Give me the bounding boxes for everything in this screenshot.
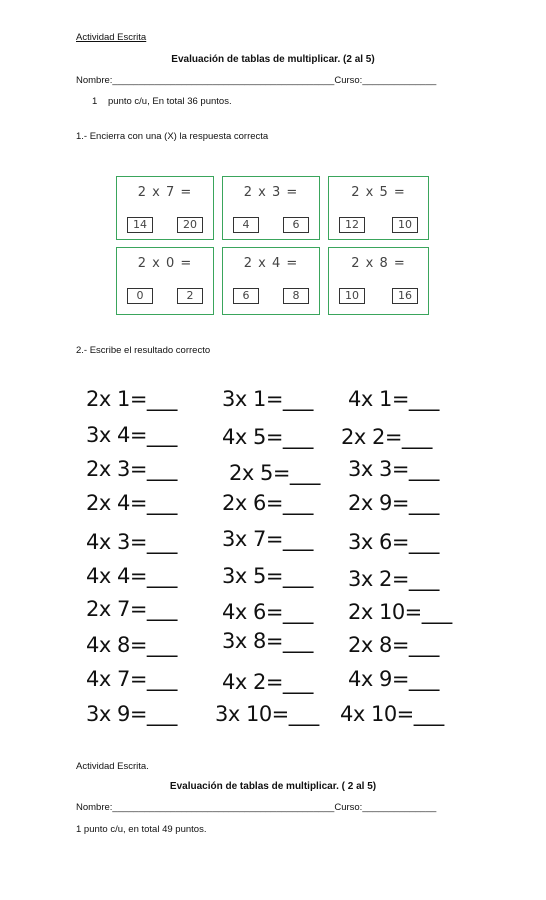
answer-option[interactable]: 0 [127, 288, 153, 304]
equation: 4x 1=___ [348, 387, 439, 411]
equation: 2x 6=___ [222, 491, 313, 515]
equation: 4x 8=___ [86, 633, 177, 657]
equation: 4x 5=___ [222, 425, 313, 449]
equation: 3x 10=___ [215, 702, 319, 726]
answer-option[interactable]: 12 [339, 217, 365, 233]
equation: 3x 8=___ [222, 629, 313, 653]
answer-option[interactable]: 10 [392, 217, 418, 233]
answer-option[interactable]: 6 [233, 288, 259, 304]
answer-option[interactable]: 16 [392, 288, 418, 304]
equation: 2x 3=___ [86, 457, 177, 481]
card-question: 2 x 5 = [351, 185, 406, 200]
equation: 2x 9=___ [348, 491, 439, 515]
page-title-2: Evaluación de tablas de multiplicar. ( 2 al 5) [169, 781, 377, 792]
activity-label: Actividad Escrita [76, 32, 147, 43]
equation: 2x 5=___ [229, 461, 320, 485]
answer-option[interactable]: 4 [233, 217, 259, 233]
equation: 4x 10=___ [340, 702, 444, 726]
activity-label-2: Actividad Escrita. [76, 761, 149, 772]
card [116, 247, 214, 315]
equation: 3x 3=___ [348, 457, 439, 481]
equation: 3x 4=___ [86, 423, 177, 447]
points-number: 1 [92, 96, 98, 107]
equation: 3x 2=___ [348, 567, 439, 591]
equation-list [0, 380, 546, 730]
equation: 4x 4=___ [86, 564, 177, 588]
card-question: 2 x 7 = [137, 185, 193, 200]
equation: 3x 5=___ [222, 564, 313, 588]
card-question: 2 x 3 = [243, 185, 299, 200]
equation: 3x 9=___ [86, 702, 177, 726]
card-question: 2 x 8 = [351, 256, 406, 271]
answer-option[interactable]: 10 [339, 288, 365, 304]
name-course-line: Nombre:__________________________________________Curso:______________ [76, 75, 437, 86]
answer-option[interactable]: 8 [283, 288, 309, 304]
answer-option[interactable]: 2 [177, 288, 203, 304]
points-text: punto c/u, En total 36 puntos. [108, 96, 232, 107]
equation: 2x 8=___ [348, 633, 439, 657]
equation: 2x 4=___ [86, 491, 177, 515]
card [222, 176, 320, 240]
card [328, 176, 429, 240]
points-text-2: 1 punto c/u, en total 49 puntos. [76, 824, 207, 835]
equation: 4x 6=___ [222, 600, 313, 624]
name-course-line-2: Nombre:__________________________________________Curso:______________ [76, 802, 437, 813]
question-1-label: 1.- Encierra con una (X) la respuesta correcta [76, 131, 269, 142]
equation: 4x 2=___ [222, 670, 313, 694]
equation: 3x 6=___ [348, 530, 439, 554]
question-2-label: 2.- Escribe el resultado correcto [76, 345, 211, 356]
equation: 2x 2=___ [341, 425, 432, 449]
answer-option[interactable]: 14 [127, 217, 153, 233]
equation: 2x 10=___ [348, 600, 452, 624]
card [222, 247, 320, 315]
equation: 3x 1=___ [222, 387, 313, 411]
card-question: 2 x 4 = [243, 256, 299, 271]
multiplication-card-grid [116, 176, 429, 315]
answer-option[interactable]: 20 [177, 217, 203, 233]
card-question: 2 x 0 = [137, 256, 193, 271]
card [116, 176, 214, 240]
equation: 2x 7=___ [86, 597, 177, 621]
equation: 4x 7=___ [86, 667, 177, 691]
equation: 3x 7=___ [222, 527, 313, 551]
equation: 2x 1=___ [86, 387, 177, 411]
page-title: Evaluación de tablas de multiplicar. (2 al 5) [171, 54, 375, 65]
answer-option[interactable]: 6 [283, 217, 309, 233]
card [328, 247, 429, 315]
equation: 4x 9=___ [348, 667, 439, 691]
equation: 4x 3=___ [86, 530, 177, 554]
